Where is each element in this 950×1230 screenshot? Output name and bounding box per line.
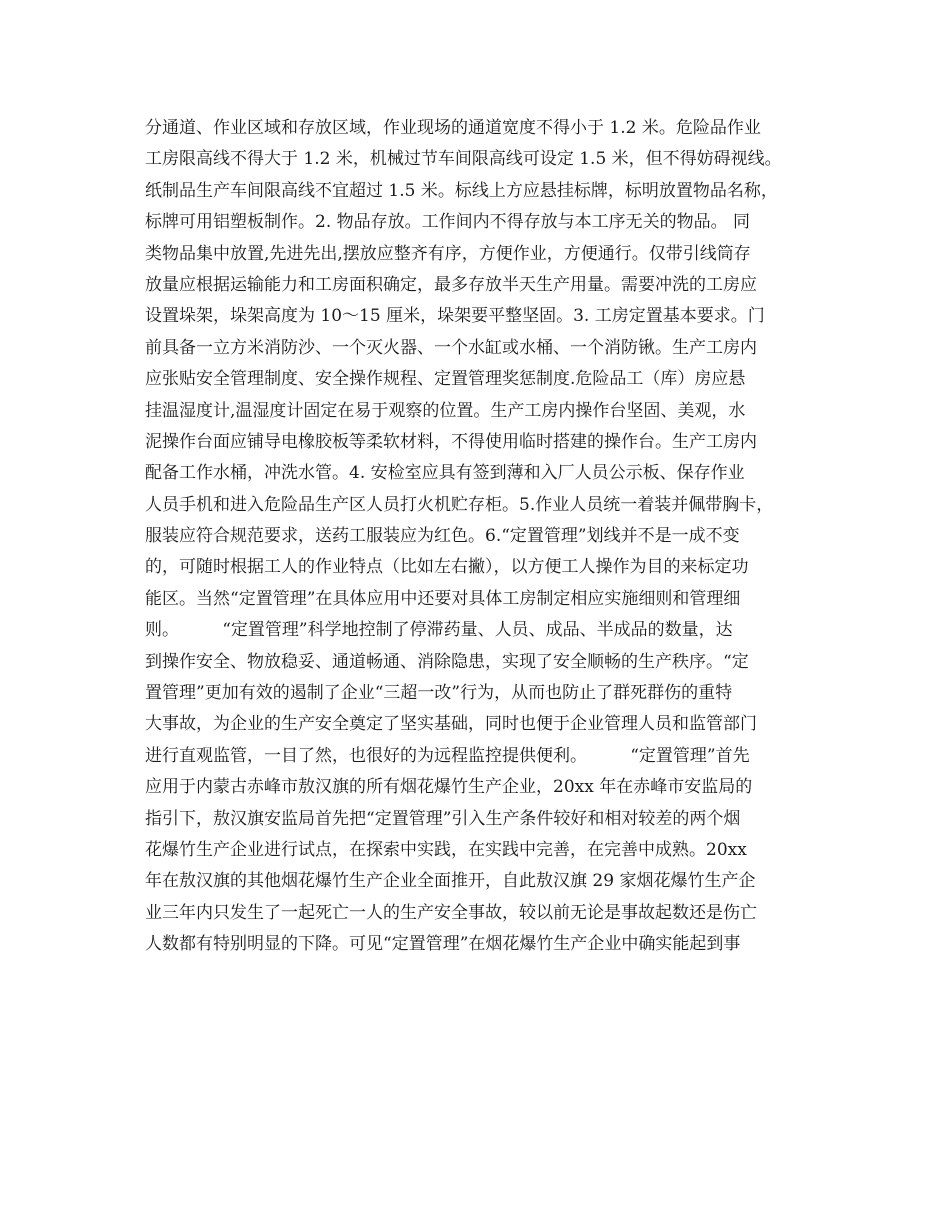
text-line: 的，可随时根据工人的作业特点（比如左右撇），以方便工人操作为目的来标定功 <box>145 557 749 578</box>
text-line: 前具备一立方米消防沙、一个灭火器、一个水缸或水桶、一个消防锹。生产工房内 <box>145 337 757 358</box>
text-line: 泥操作台面应铺导电橡胶板等柔软材料，不得使用临时搭建的操作台。生产工房内 <box>145 431 757 452</box>
text-line: 到操作安全、物放稳妥、通道畅通、消除隐患，实现了安全顺畅的生产秩序。“定 <box>145 651 749 672</box>
text-line: 应用于内蒙古赤峰市敖汉旗的所有烟花爆竹生产企业，20xx 年在赤峰市安监局的 <box>145 777 753 798</box>
text-line: 应张贴安全管理制度、安全操作规程、定置管理奖惩制度.危险品工（库）房应悬 <box>145 369 746 390</box>
text-line: 年在敖汉旗的其他烟花爆竹生产企业全面推开，自此敖汉旗 29 家烟花爆竹生产企 <box>145 871 756 892</box>
body-text <box>145 113 825 961</box>
text-line: 人数都有特别明显的下降。可见“定置管理”在烟花爆竹生产企业中确实能起到事 <box>145 934 741 955</box>
text-line: 设置垛架，垛架高度为 10～15 厘米，垛架要平整坚固。3. 工房定置基本要求。门 <box>145 306 765 327</box>
text-line: 标牌可用铝塑板制作。2. 物品存放。工作间内不得存放与本工序无关的物品。 同 <box>145 212 751 233</box>
text-line: 大事故，为企业的生产安全奠定了坚实基础，同时也便于企业管理人员和监管部门 <box>145 714 757 735</box>
text-line: 花爆竹生产企业进行试点，在探索中实践，在实践中完善，在完善中成熟。20xx <box>145 839 747 860</box>
text-line: 放量应根据运输能力和工房面积确定，最多存放半天生产用量。需要冲洗的工房应 <box>145 274 757 295</box>
text-line: 挂温湿度计,温湿度计固定在易于观察的位置。生产工房内操作台坚固、美观，水 <box>145 400 746 421</box>
text-line: 指引下，敖汉旗安监局首先把“定置管理”引入生产条件较好和相对较差的两个烟 <box>145 808 741 829</box>
text-line: 配备工作水桶，冲洗水管。4. 安检室应具有签到薄和入厂人员公示板、保存作业 <box>145 463 745 484</box>
text-line: 分通道、作业区域和存放区域，作业现场的通道宽度不得小于 1.2 米。危险品作业 <box>145 118 761 138</box>
text-line: 类物品集中放置,先进先出,摆放应整齐有序，方便作业，方便通行。仅带引线筒存 <box>145 243 751 264</box>
text-line: 人员手机和进入危险品生产区人员打火机贮存柜。5.作业人员统一着装并佩带胸卡， <box>145 494 774 515</box>
text-line: 能区。当然“定置管理”在具体应用中还要对具体工房制定相应实施细则和管理细 <box>145 588 741 609</box>
text-line: 服装应符合规范要求，送药工服装应为红色。6.“定置管理”划线并不是一成不变 <box>145 526 740 547</box>
text-line: 则。 “定置管理”科学地控制了停滞药量、人员、成品、半成品的数量，达 <box>145 620 733 641</box>
text-line: 置管理”更加有效的遏制了企业“三超一改”行为，从而也防止了群死群伤的重特 <box>145 683 733 704</box>
text-line: 纸制品生产车间限高线不宜超过 1.5 米。标线上方应悬挂标牌，标明放置物品名称， <box>145 180 778 201</box>
text-line: 工房限高线不得大于 1.2 米，机械过节车间限高线可设定 1.5 米，但不得妨碍视线。 <box>145 149 782 170</box>
text-line: 进行直观监管，一目了然，也很好的为远程监控提供便利。 “定置管理”首先 <box>145 745 750 766</box>
text-line: 业三年内只发生了一起死亡一人的生产安全事故，较以前无论是事故起数还是伤亡 <box>145 902 757 923</box>
